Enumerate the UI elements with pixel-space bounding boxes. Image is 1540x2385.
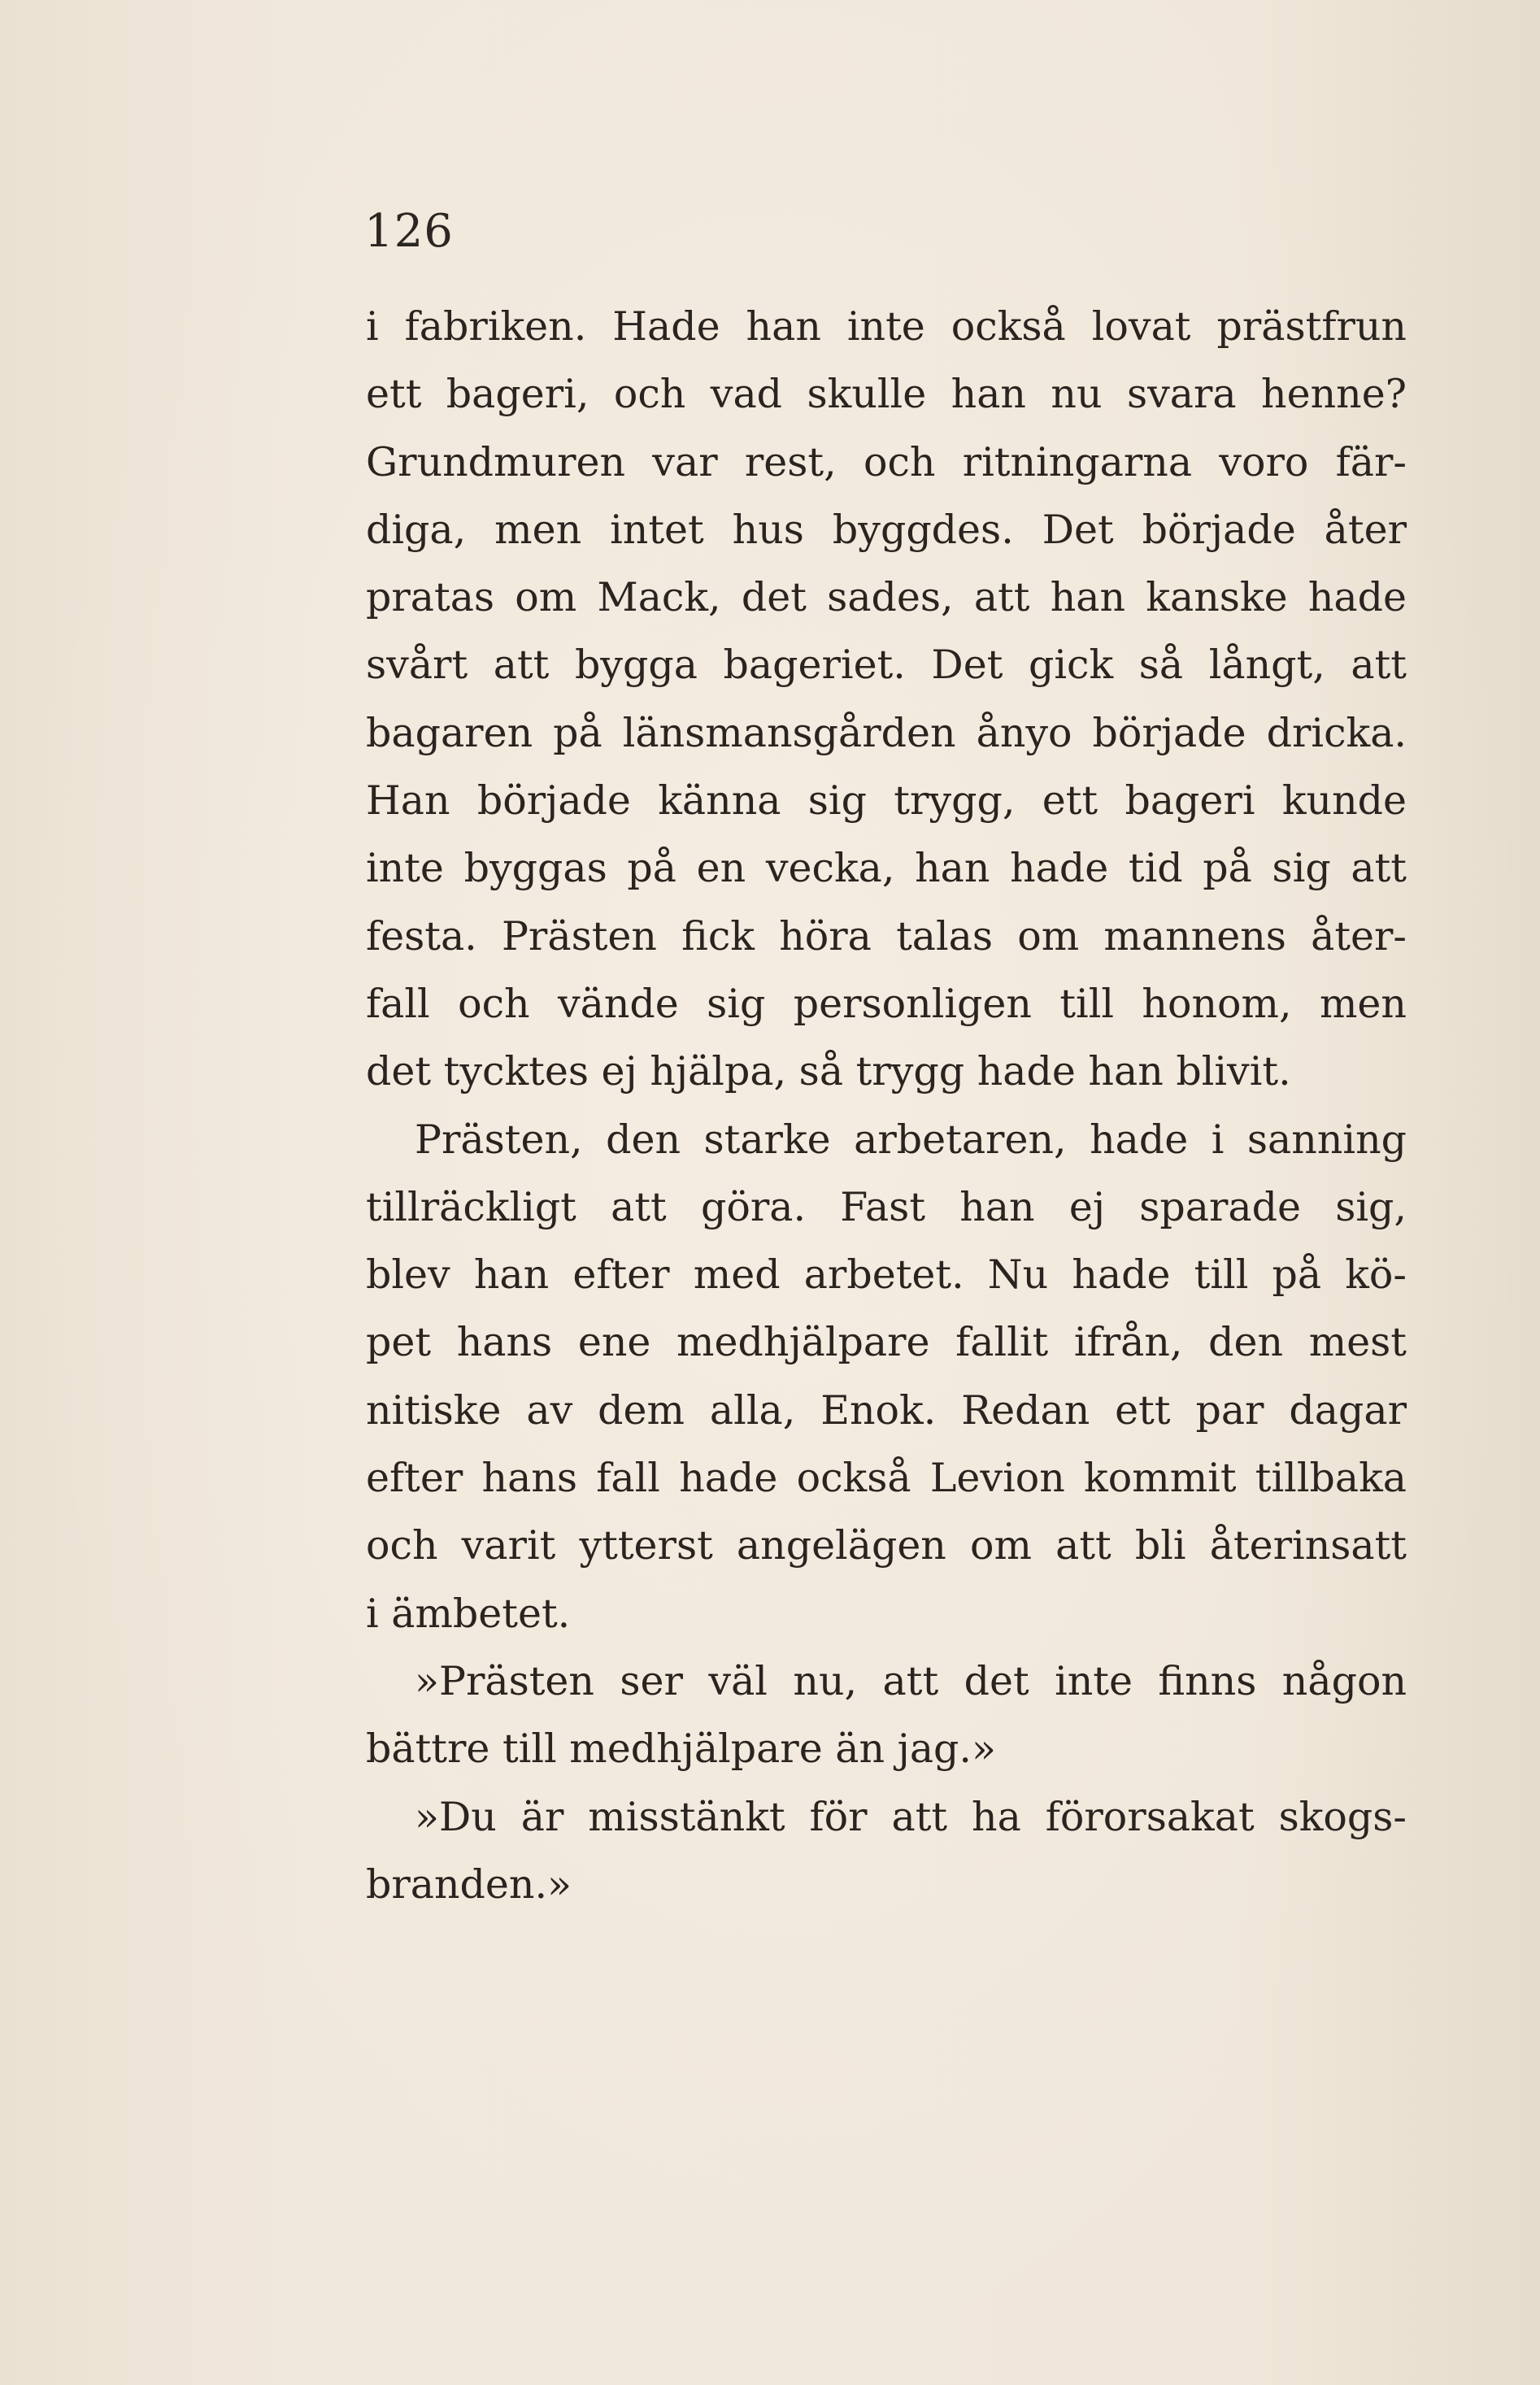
text-line: tillräckligt att göra. Fast han ej sparade sig, (366, 1183, 1407, 1230)
text-line: i ämbetet. (366, 1590, 571, 1637)
text-line: det tycktes ej hjälpa, så trygg hade han blivit. (366, 1048, 1291, 1095)
paragraph-start: »Du är misstänkt för att ha förorsakat skogs- (415, 1793, 1407, 1840)
text-line: efter hans fall hade också Levion kommit tillbaka (366, 1455, 1407, 1502)
paragraph-start: Prästen, den starke arbetaren, hade i sanning (415, 1116, 1407, 1163)
text-line: nitiske av dem alla, Enok. Redan ett par dagar (366, 1386, 1407, 1434)
text-line: i fabriken. Hade han inte också lovat prästfrun (366, 303, 1407, 350)
text-line: Han började känna sig trygg, ett bageri kunde (366, 777, 1407, 825)
text-line: pratas om Mack, det sades, att han kanske hade (366, 574, 1407, 621)
text-line: bagaren på länsmansgården ånyo började dricka. (366, 709, 1407, 756)
text-line: bättre till medhjälpare än jag.» (366, 1726, 996, 1773)
text-line: branden.» (366, 1861, 572, 1908)
text-line: festa. Prästen fick höra talas om mannens åter- (366, 912, 1407, 960)
text-line: fall och vände sig personligen till honom, men (366, 980, 1407, 1027)
text-line: ett bageri, och vad skulle han nu svara henne? (366, 371, 1407, 418)
text-line: blev han efter med arbetet. Nu hade till på kö- (366, 1251, 1407, 1299)
body-text (366, 293, 1407, 1918)
page-number: 126 (364, 205, 454, 258)
text-line: pet hans ene medhjälpare fallit ifrån, den mest (366, 1319, 1407, 1366)
text-line: Grundmuren var rest, och ritningarna voro fär- (366, 438, 1407, 485)
text-line: diga, men intet hus byggdes. Det började åter (366, 506, 1407, 553)
paragraph-start: »Prästen ser väl nu, att det inte finns någon (415, 1657, 1407, 1704)
text-line: inte byggas på en vecka, han hade tid på sig att (366, 845, 1407, 892)
text-line: och varit ytterst angelägen om att bli återinsatt (366, 1522, 1407, 1569)
text-line: svårt att bygga bageriet. Det gick så långt, att (366, 642, 1407, 689)
